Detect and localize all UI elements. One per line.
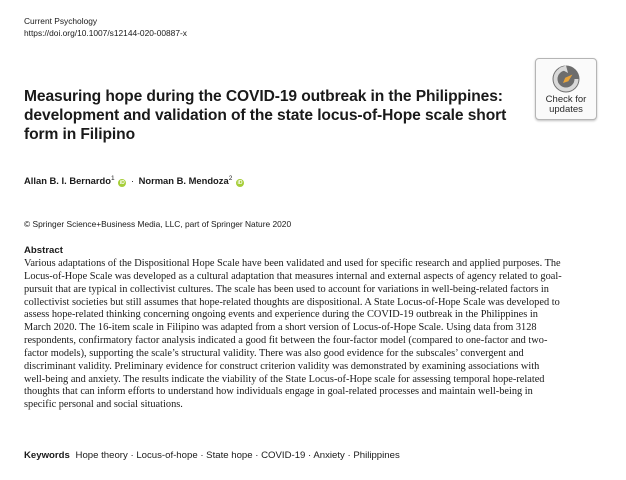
abstract-line: respondents, confirmatory factor analysis indicated a good fit between the four-factor model (compared to one-factor and two- [24,335,548,347]
check-for-updates-icon [551,64,581,94]
abstract-text [24,258,608,412]
author-separator: · [130,175,134,186]
abstract-heading: Abstract [24,245,63,256]
title-line: development and validation of the state locus-of-Hope scale short [24,107,507,124]
abstract-line: assess hope-related thinking concerning ongoing events and experience during the COVID-19 outbreak in the Philippines in [24,309,538,321]
check-for-updates-badge[interactable] [535,58,597,120]
abstract-line: Various adaptations of the Dispositional Hope Scale have been validated and used for specific research and applied purposes. The [24,258,561,269]
orcid-icon[interactable]: iD [119,180,125,186]
abstract-line: thoughts that can inform efforts to understand how individuals engage in goal-related processes and maintain well-being in [24,386,533,398]
article-title [24,87,524,144]
title-line: Measuring hope during the COVID-19 outbreak in the Philippines: [24,88,503,105]
abstract-line: pursuit that are typical in collectivist cultures. The scale has been used to account for variations in well-being-related factors in [24,283,549,295]
author-name[interactable]: Allan B. I. Bernardo [24,175,111,186]
orcid-icon[interactable]: iD [237,180,243,186]
affiliation-marker: 2 [228,175,233,182]
abstract-line: discriminant validity. Preliminary evidence for construct criterion validity was demonstrated by examining associations with [24,360,540,372]
journal-name: Current Psychology [24,16,98,26]
abstract-line: March 2020. The 16-item scale in Filipino was adapted from a short version of Locus-of-Hope Scale. Using data from 3128 [24,322,537,334]
keywords-list: Hope theory · Locus-of-hope · State hope · COVID-19 · Anxiety · Philippines [75,450,400,461]
keywords-label: Keywords [24,450,70,461]
title-line: form in Filipino [24,126,136,143]
keywords [24,450,400,462]
abstract-line: specific personal and social situations. [24,399,183,411]
abstract-line: well-being and anxiety. The results indicate the viability of the State Locus-of-Hope scale for assessing temporal hope-related [24,373,545,385]
abstract-line: Locus-of-Hope Scale was developed as a cultural adaptation that measures internal and external aspects of agency related to goal- [24,270,562,282]
author-list [24,173,244,187]
check-for-updates-label: Check for updates [545,94,587,115]
doi-link[interactable]: https://doi.org/10.1007/s12144-020-00887-x [24,28,187,38]
abstract-line: collectivist societies but still assumes that hope-related thoughts are dispositional. A State Locus-of-Hope Scale was developed to [24,296,560,308]
abstract-line: factor models), supporting the scale’s structural validity. There was also good evidence for the subscales’ convergent and [24,347,524,359]
affiliation-marker: 1 [111,175,115,182]
author-name[interactable]: Norman B. Mendoza [138,175,229,186]
copyright-notice: © Springer Science+Business Media, LLC, part of Springer Nature 2020 [24,219,292,229]
